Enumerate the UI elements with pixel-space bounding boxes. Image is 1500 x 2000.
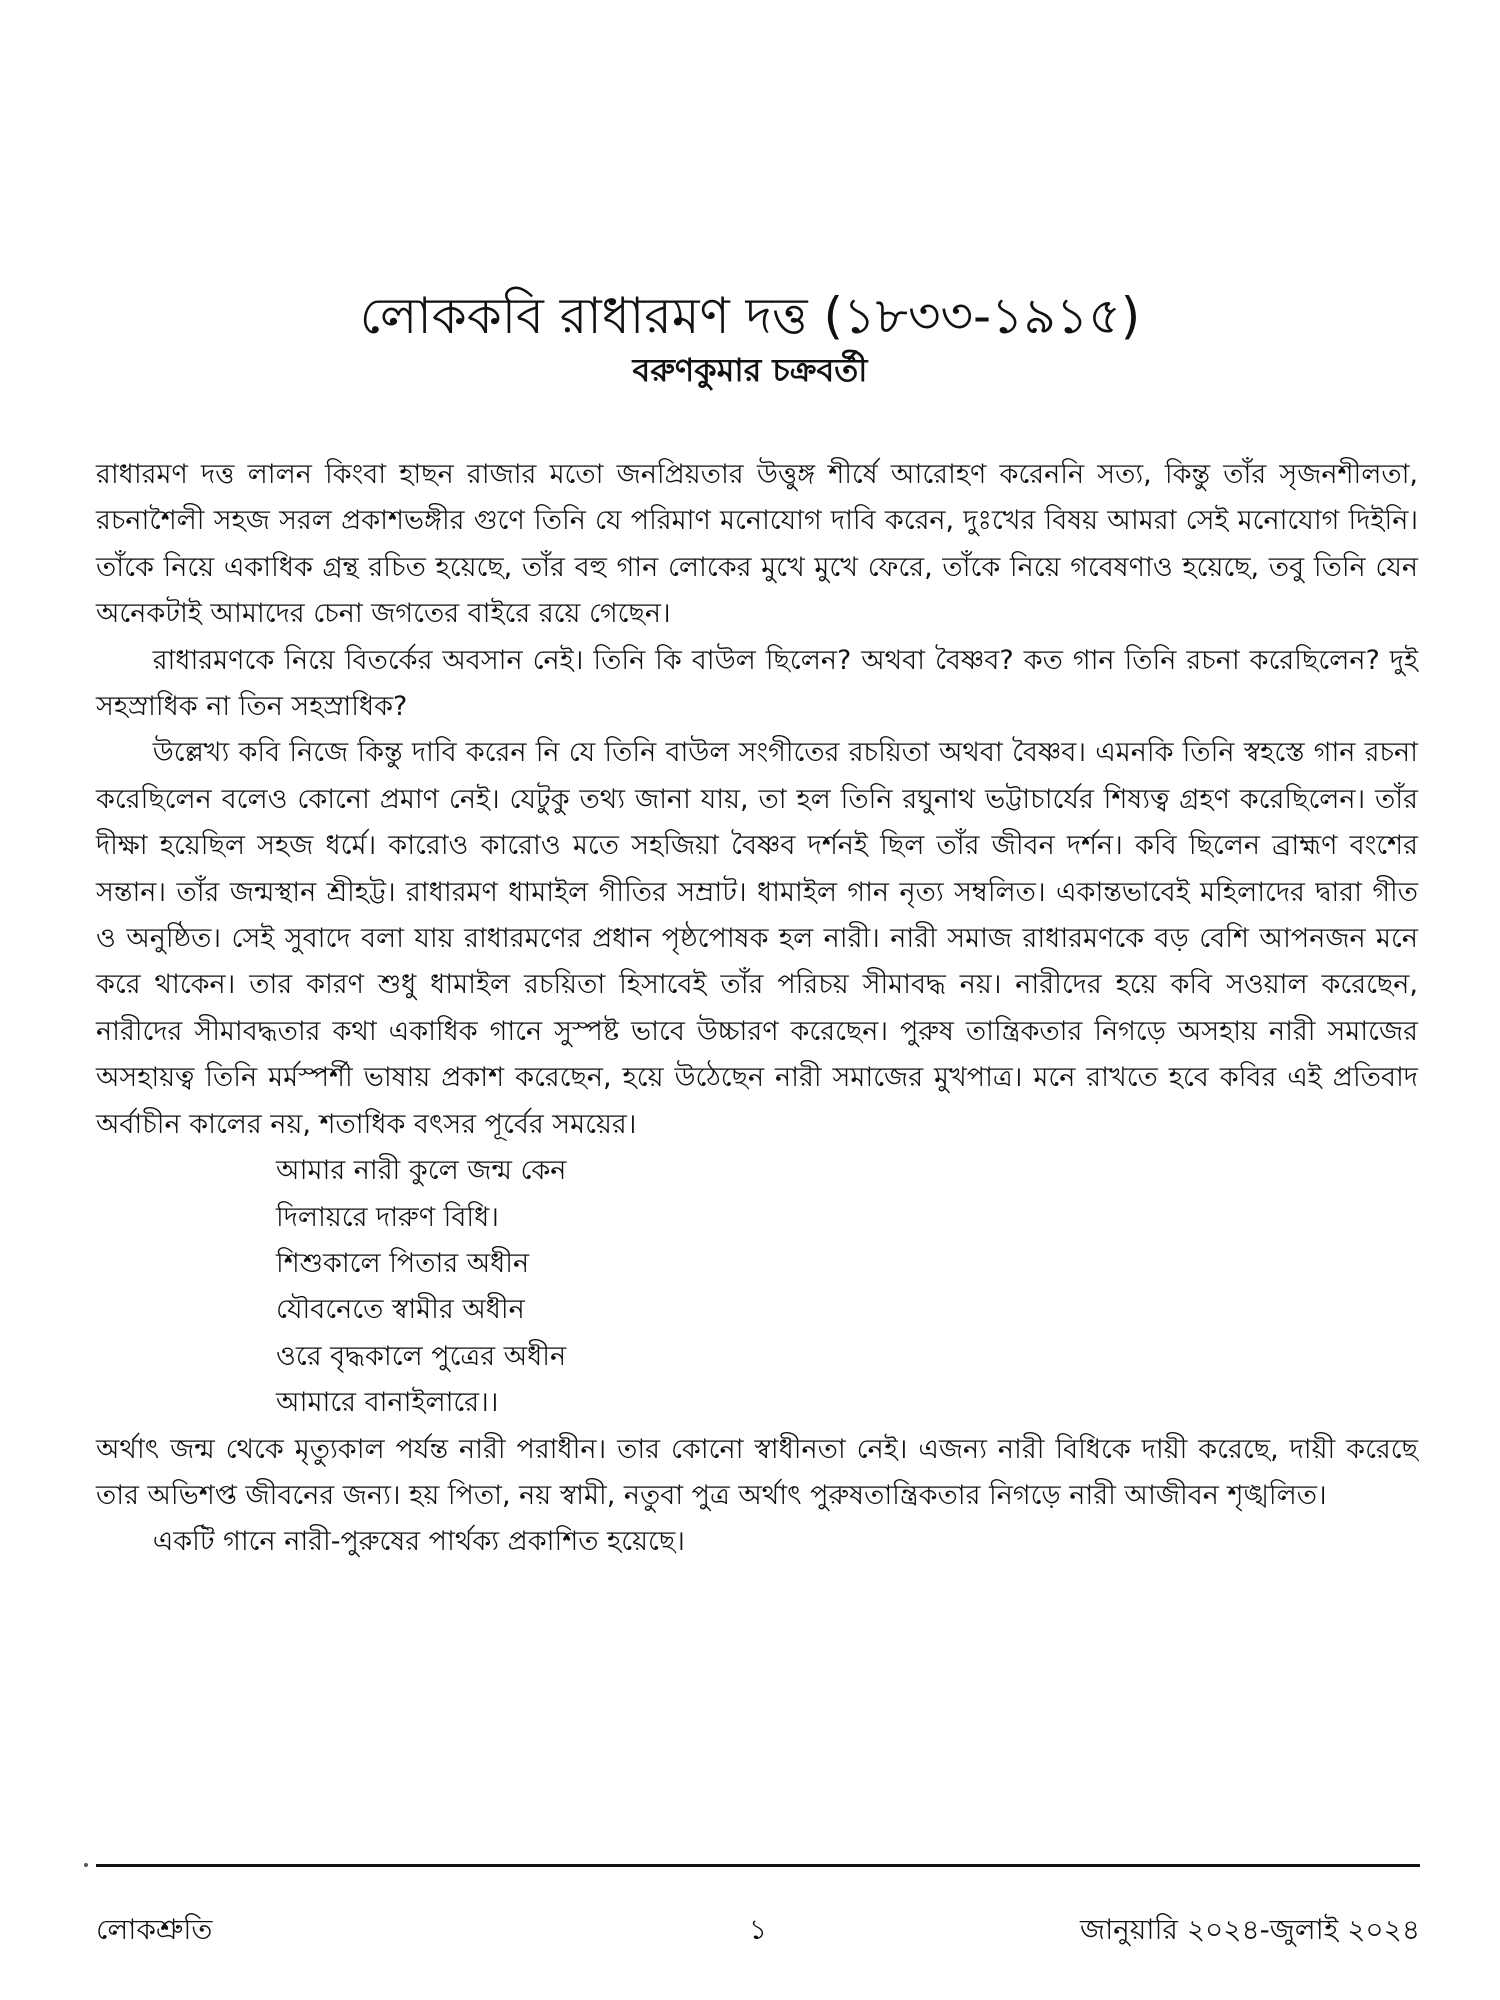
- body-paragraph: উল্লেখ্য কবি নিজে কিন্তু দাবি করেন নি যে তিনি বাউল সংগীতের রচয়িতা অথবা বৈষ্ণব। এমনকি তিনি স্বহস্তে গান রচনা করেছিলেন বলেও কোনো প্রমাণ নেই। যেটুকু তথ্য জানা যায়, তা হল তিনি রঘুনাথ ভট্টাচার্যের শিষ্যত্ব গ্রহণ করেছিলেন। তাঁর দীক্ষা হয়েছিল সহজ ধর্মে। কারোও কারোও মতে সহজিয়া বৈষ্ণব দর্শনই ছিল তাঁর জীবন দর্শন। কবি ছিলেন ব্রাহ্মণ বংশের সন্তান। তাঁর জন্মস্থান শ্রীহট্ট। রাধারমণ ধামাইল গীতির সম্রাট। ধামাইল গান নৃত্য সম্বলিত। একান্তভাবেই মহিলাদের দ্বারা গীত ও অনুষ্ঠিত। সেই সুবাদে বলা যায় রাধারমণের প্রধান পৃষ্ঠপোষক হল নারী। নারী সমাজ রাধারমণকে বড় বেশি আপনজন মনে করে থাকেন। তার কারণ শুধু ধামাইল রচয়িতা হিসাবেই তাঁর পরিচয় সীমাবদ্ধ নয়। নারীদের হয়ে কবি সওয়াল করেছেন, নারীদের সীমাবদ্ধতার কথা একাধিক গানে সুস্পষ্ট ভাবে উচ্চারণ করেছেন। পুরুষ তান্ত্রিকতার নিগড়ে অসহায় নারী সমাজের অসহায়ত্ব তিনি মর্মস্পর্শী ভাষায় প্রকাশ করেছেন, হয়ে উঠেছেন নারী সমাজের মুখপাত্র। মনে রাখতে হবে কবির এই প্রতিবাদ অর্বাচীন কালের নয়, শতাধিক বৎসর পূর্বের সময়ের।: [96, 737, 1418, 1140]
- body-paragraph: রাধারমণকে নিয়ে বিতর্কের অবসান নেই। তিনি কি বাউল ছিলেন? অথবা বৈষ্ণব? কত গান তিনি রচনা করেছিলেন? দুই সহস্রাধিক না তিন সহস্রাধিক?: [96, 644, 1418, 723]
- poem-line: আমার নারী কুলে জন্ম কেন: [276, 1155, 567, 1187]
- song-excerpt: [96, 1148, 1418, 1426]
- poem-line: দিলায়রে দারুণ বিধি।: [276, 1201, 499, 1233]
- article-title: লোককবি রাধারমণ দত্ত (১৮৩৩-১৯১৫): [359, 287, 1141, 345]
- poem-line: শিশুকালে পিতার অধীন: [276, 1247, 530, 1279]
- scan-speck: [84, 1863, 88, 1867]
- poem-line: আমারে বানাইলারে।।: [276, 1387, 499, 1419]
- poem-line: ওরে বৃদ্ধকালে পুত্রের অধীন: [276, 1340, 567, 1372]
- article-body: [96, 452, 1418, 1566]
- footer-journal-name: লোকশ্রুতি: [96, 1913, 213, 1946]
- article-author: বরুণকুমার চক্রবর্তী: [632, 351, 868, 389]
- footer-issue-date: জানুয়ারি ২০২৪-জুলাই ২০২৪: [1080, 1913, 1420, 1946]
- footer-page-number: ১: [748, 1913, 768, 1946]
- poem-line: যৌবনেতে স্বামীর অধীন: [276, 1294, 525, 1326]
- page-footer: [96, 1908, 1420, 1952]
- body-paragraph: অর্থাৎ জন্ম থেকে মৃত্যুকাল পর্যন্ত নারী পরাধীন। তার কোনো স্বাধীনতা নেই। এজন্য নারী বিধিকে দায়ী করেছে, দায়ী করেছে তার অভিশপ্ত জীবনের জন্য। হয় পিতা, নয় স্বামী, নতুবা পুত্র অর্থাৎ পুরুষতান্ত্রিকতার নিগড়ে নারী আজীবন শৃঙ্খলিত।: [96, 1433, 1418, 1511]
- body-paragraph: একটি গানে নারী-পুরুষের পার্থক্য প্রকাশিত হয়েছে।: [152, 1526, 685, 1558]
- footer-divider: [96, 1864, 1420, 1867]
- body-paragraph: রাধারমণ দত্ত লালন কিংবা হাছন রাজার মতো জনপ্রিয়তার উত্তুঙ্গ শীর্ষে আরোহণ করেননি সত্য, কিন্তু তাঁর সৃজনশীলতা, রচনাশৈলী সহজ সরল প্রকাশভঙ্গীর গুণে তিনি যে পরিমাণ মনোযোগ দাবি করেন, দুঃখের বিষয় আমরা সেই মনোযোগ দিইনি। তাঁকে নিয়ে একাধিক গ্রন্থ রচিত হয়েছে, তাঁর বহু গান লোকের মুখে মুখে ফেরে, তাঁকে নিয়ে গবেষণাও হয়েছে, তবু তিনি যেন অনেকটাই আমাদের চেনা জগতের বাইরে রয়ে গেছেন।: [96, 459, 1418, 630]
